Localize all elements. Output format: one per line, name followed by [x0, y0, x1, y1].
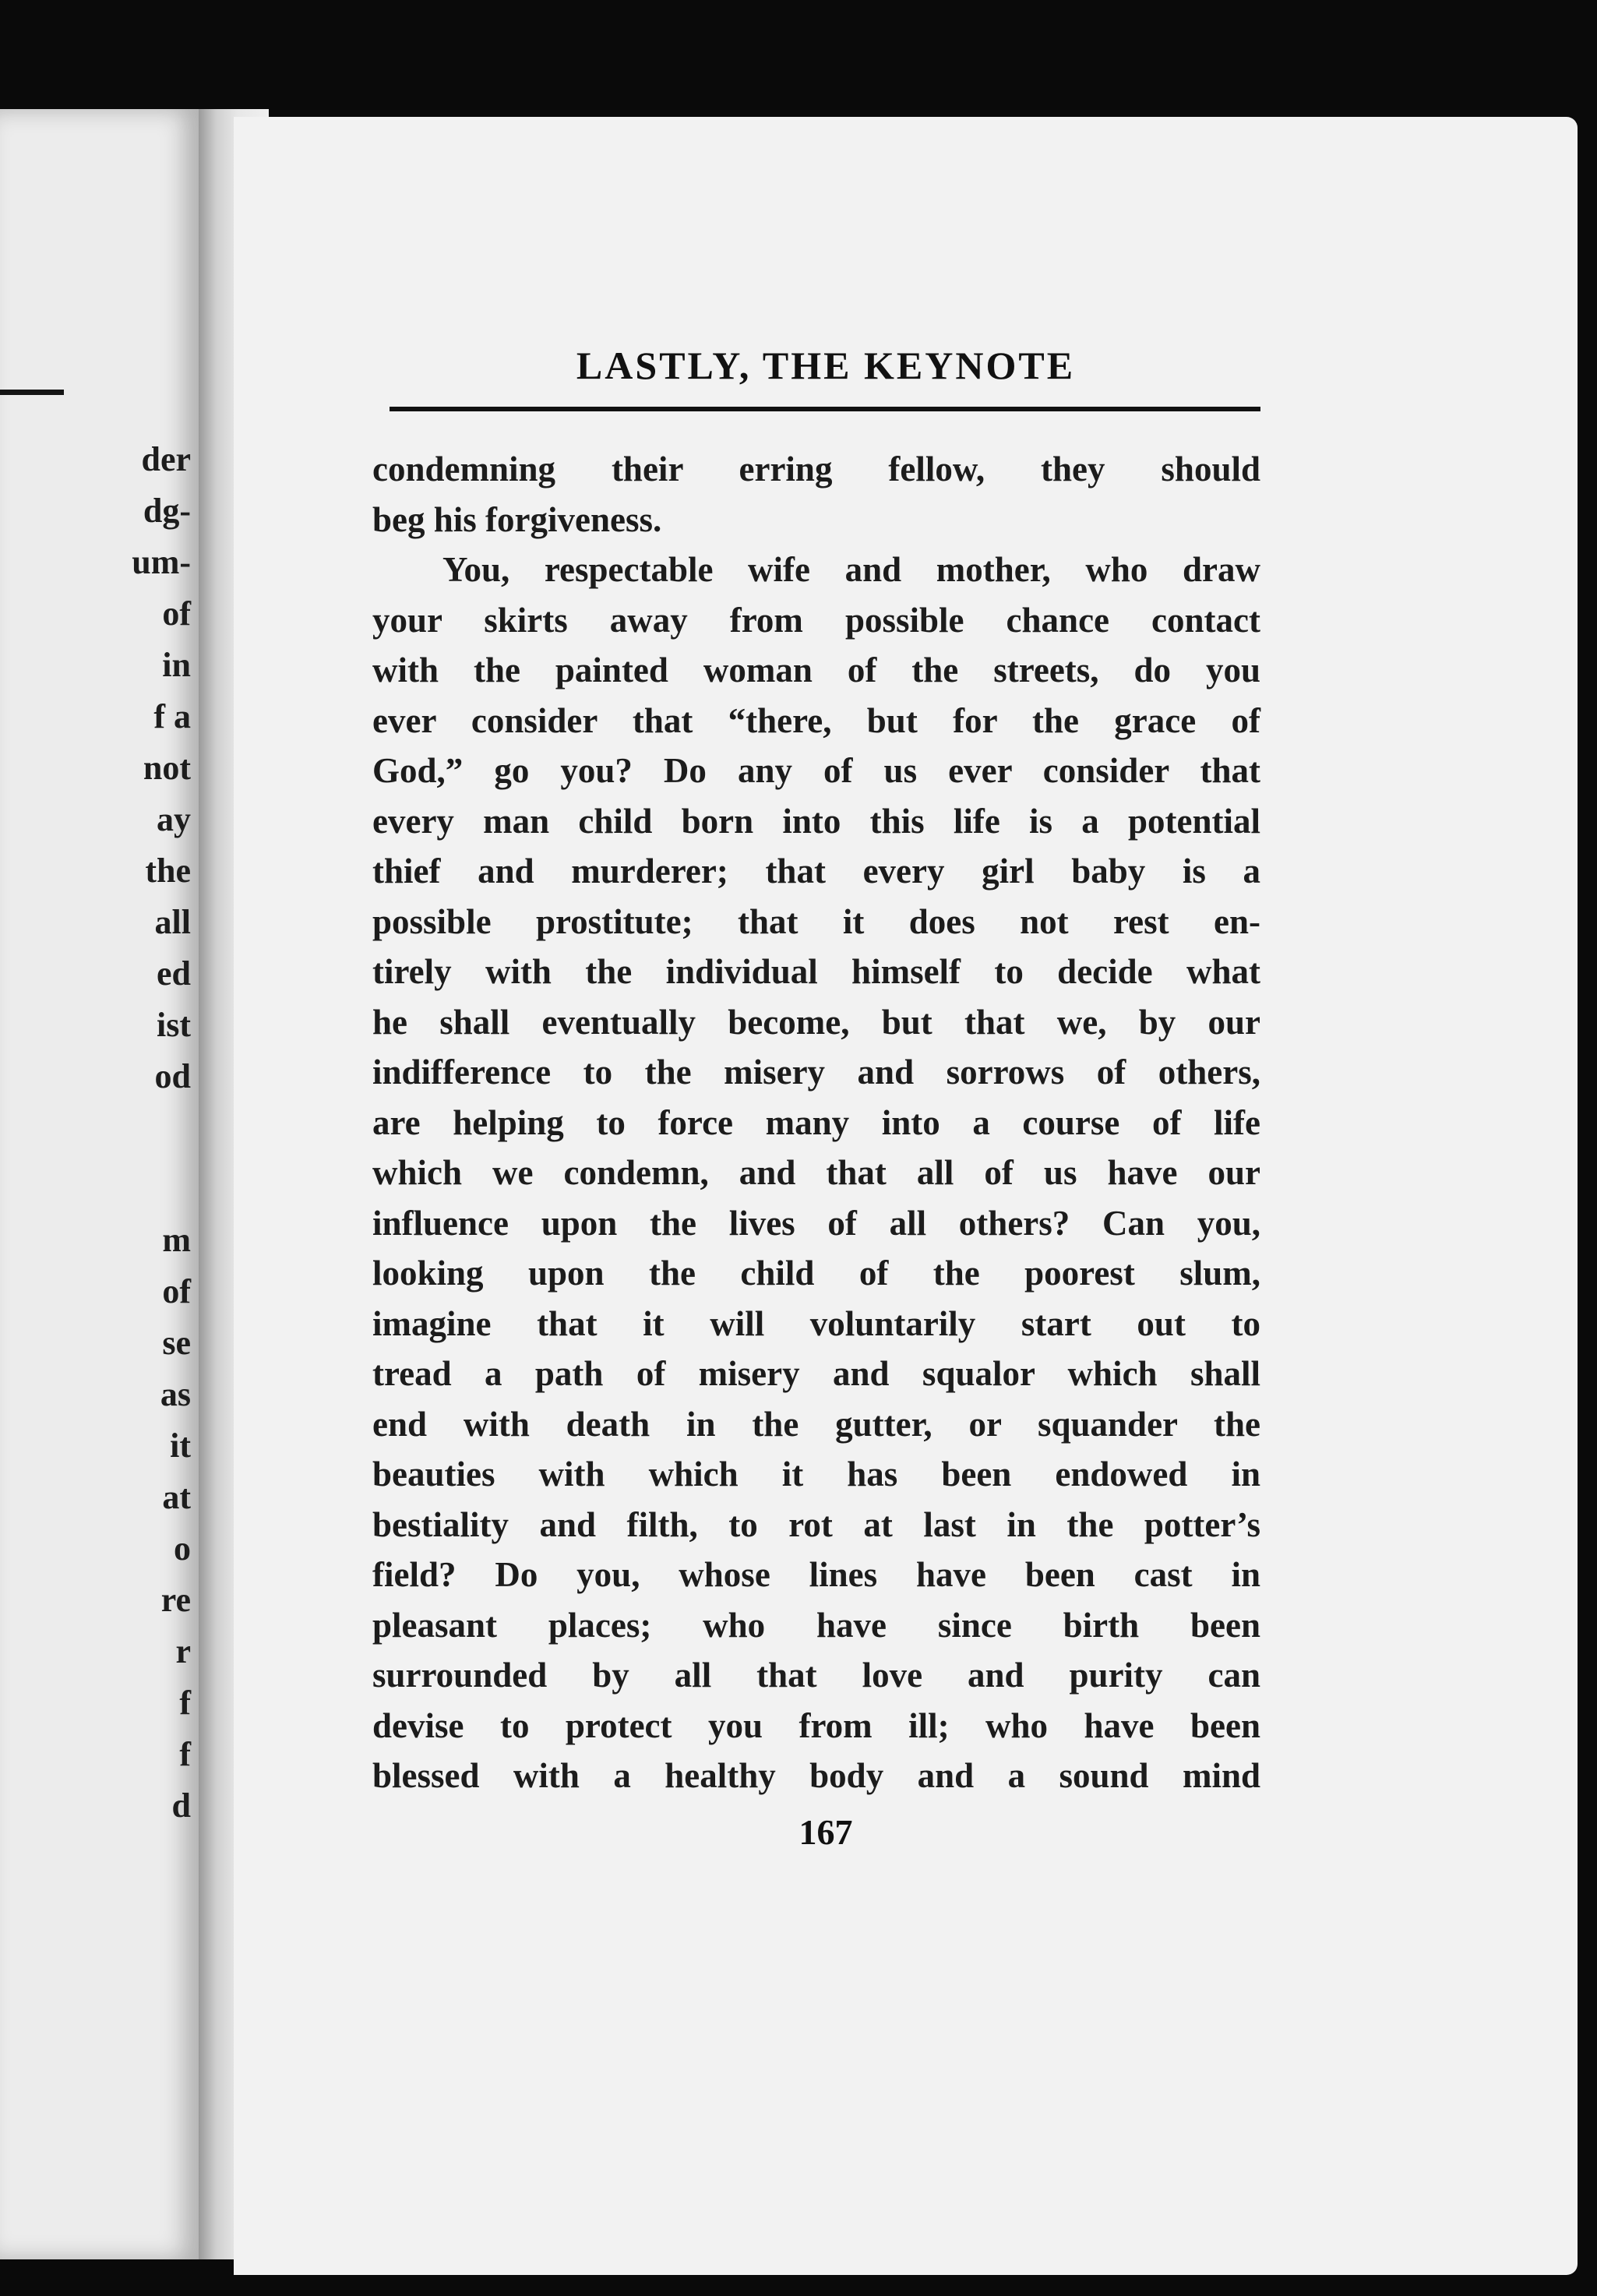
text-line: beg his forgiveness. [372, 499, 662, 539]
left-fragment: se [162, 1324, 191, 1362]
left-fragment: m [162, 1221, 191, 1259]
left-fragment: not [143, 749, 191, 787]
text-line: imagine that it will voluntarily start out to [372, 1303, 1260, 1343]
text-line: thief and murderer; that every girl baby is a [372, 852, 1260, 891]
text-line: surrounded by all that love and purity can [372, 1656, 1260, 1695]
left-fragment: re [160, 1581, 191, 1619]
left-fragment: od [154, 1057, 191, 1095]
text-line: looking upon the child of the poorest slum, [372, 1254, 1260, 1293]
text-line: tirely with the individual himself to decide what [372, 952, 1260, 991]
left-fragment: all [154, 903, 191, 941]
left-fragment: der [141, 440, 191, 478]
text-line: possible prostitute; that it does not rest en- [372, 901, 1260, 941]
left-fragment: r [175, 1632, 191, 1670]
running-head: LASTLY, THE KEYNOTE [576, 344, 1076, 387]
left-fragment: um- [132, 543, 191, 581]
left-fragment: f [179, 1735, 191, 1773]
left-page [0, 109, 199, 2259]
text-line: ever consider that “there, but for the grace of [372, 700, 1260, 740]
text-line: indifference to the misery and sorrows of others, [372, 1053, 1260, 1092]
text-line: beauties with which it has been endowed in [372, 1455, 1260, 1494]
text-line: influence upon the lives of all others? Can you, [372, 1203, 1260, 1243]
text-line: every man child born into this life is a potential [372, 801, 1260, 841]
text-line: end with death in the gutter, or squander the [372, 1404, 1260, 1444]
text-line: condemning their erring fellow, they should [372, 450, 1260, 488]
left-fragment: ed [157, 954, 191, 993]
left-fragment: ist [157, 1006, 191, 1044]
left-fragment: f a [153, 697, 191, 735]
text-line: pleasant places; who have since birth been [372, 1605, 1260, 1645]
text-line: field? Do you, whose lines have been cast in [372, 1555, 1260, 1594]
left-fragment: of [162, 1272, 191, 1310]
left-fragment: dg- [143, 492, 191, 530]
text-line: devise to protect you from ill; who have been [372, 1705, 1260, 1745]
text-line: which we condemn, and that all of us have our [372, 1153, 1260, 1192]
left-fragment: at [162, 1478, 191, 1516]
left-fragment: as [160, 1375, 191, 1413]
text-line: with the painted woman of the streets, do you [372, 651, 1260, 690]
text-line: tread a path of misery and squalor which shall [372, 1354, 1260, 1393]
text-line: he shall eventually become, but that we, by our [372, 1002, 1260, 1042]
left-fragment: o [174, 1529, 191, 1568]
body-text [372, 444, 1260, 1801]
left-fragment: in [162, 646, 191, 684]
text-line: blessed with a healthy body and a sound mind [372, 1756, 1260, 1795]
left-page-rule [0, 390, 64, 395]
text-line: God,” go you? Do any of us ever consider that [372, 751, 1260, 790]
text-line: You, respectable wife and mother, who draw [442, 550, 1260, 589]
left-fragment: ay [157, 800, 191, 838]
text-line: your skirts away from possible chance contact [372, 600, 1260, 640]
left-fragment: it [170, 1427, 191, 1465]
page-number: 167 [798, 1812, 853, 1852]
left-fragment: d [171, 1786, 191, 1825]
text-line: are helping to force many into a course of life [372, 1102, 1260, 1142]
left-fragment: of [162, 594, 191, 633]
left-fragment: f [179, 1684, 191, 1722]
left-fragment: the [145, 852, 191, 890]
header-rule [390, 407, 1260, 411]
text-line: bestiality and filth, to rot at last in the potter’s [372, 1504, 1260, 1544]
